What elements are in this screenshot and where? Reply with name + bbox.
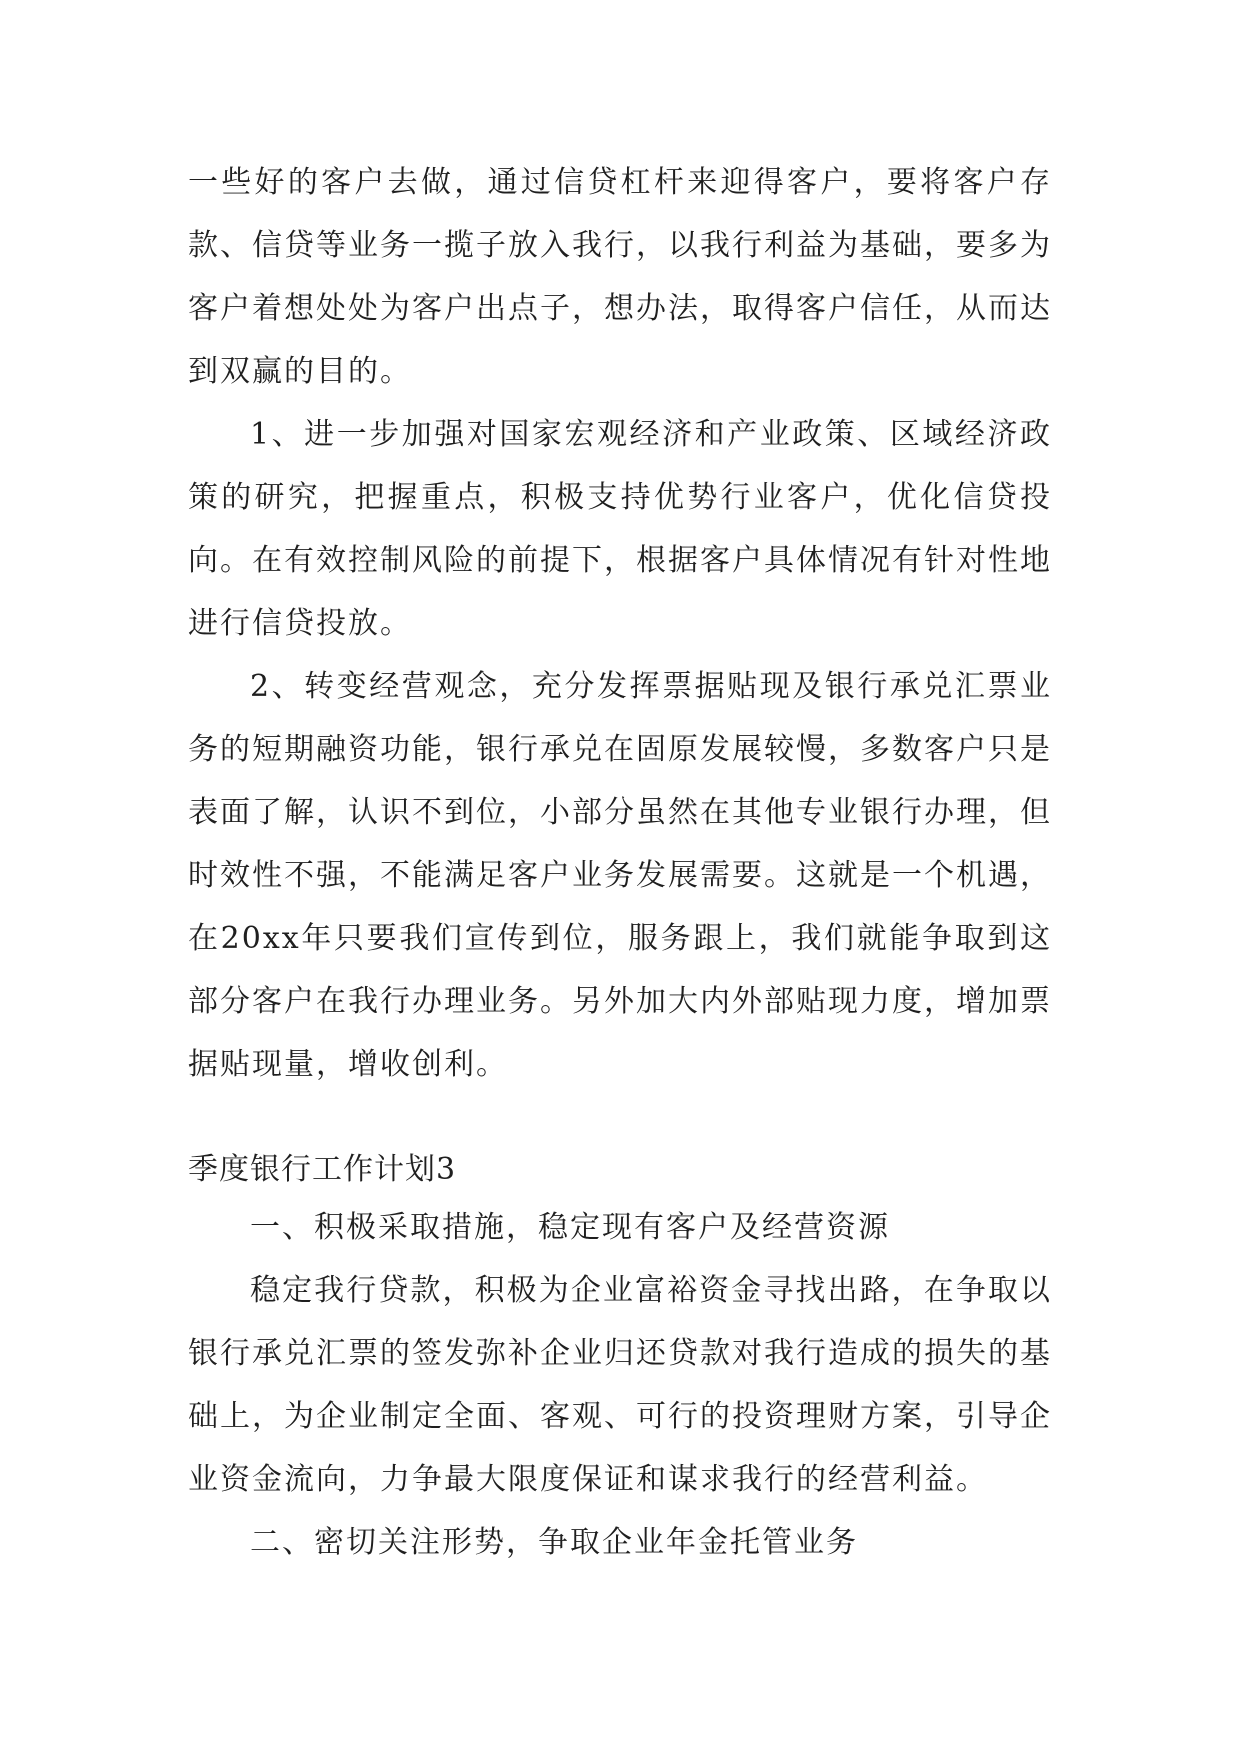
point-2-paragraph: 2、转变经营观念，充分发挥票据贴现及银行承兑汇票业务的短期融资功能，银行承兑在固原发展较慢，多数客户只是表面了解，认识不到位，小部分虽然在其他专业银行办理，但时效性不强，不能满足客户业务发展需要。这就是一个机遇，在20xx年只要我们宣传到位，服务跟上，我们就能争取到这部分客户在我行办理业务。另外加大内外部贴现力度，增加票据贴现量，增收创利。 xyxy=(188,669,1052,1082)
heading-1: 一、积极采取措施，稳定现有客户及经营资源 xyxy=(250,1210,890,1245)
intro-paragraph: 一些好的客户去做，通过信贷杠杆来迎得客户，要将客户存款、信贷等业务一揽子放入我行，以我行利益为基础，要多为客户着想处处为客户出点子，想办法，取得客户信任，从而达到双赢的目的。 xyxy=(188,165,1052,389)
document-body xyxy=(188,151,1052,1574)
heading-1-body: 稳定我行贷款，积极为企业富裕资金寻找出路，在争取以银行承兑汇票的签发弥补企业归还贷款对我行造成的损失的基础上，为企业制定全面、客观、可行的投资理财方案，引导企业资金流向，力争最大限度保证和谋求我行的经营利益。 xyxy=(188,1273,1052,1497)
point-1-paragraph: 1、进一步加强对国家宏观经济和产业政策、区域经济政策的研究，把握重点，积极支持优势行业客户，优化信贷投向。在有效控制风险的前提下，根据客户具体情况有针对性地进行信贷投放。 xyxy=(188,417,1052,641)
section-title: 季度银行工作计划3 xyxy=(188,1152,457,1187)
heading-2: 二、密切关注形势，争取企业年金托管业务 xyxy=(250,1525,858,1560)
